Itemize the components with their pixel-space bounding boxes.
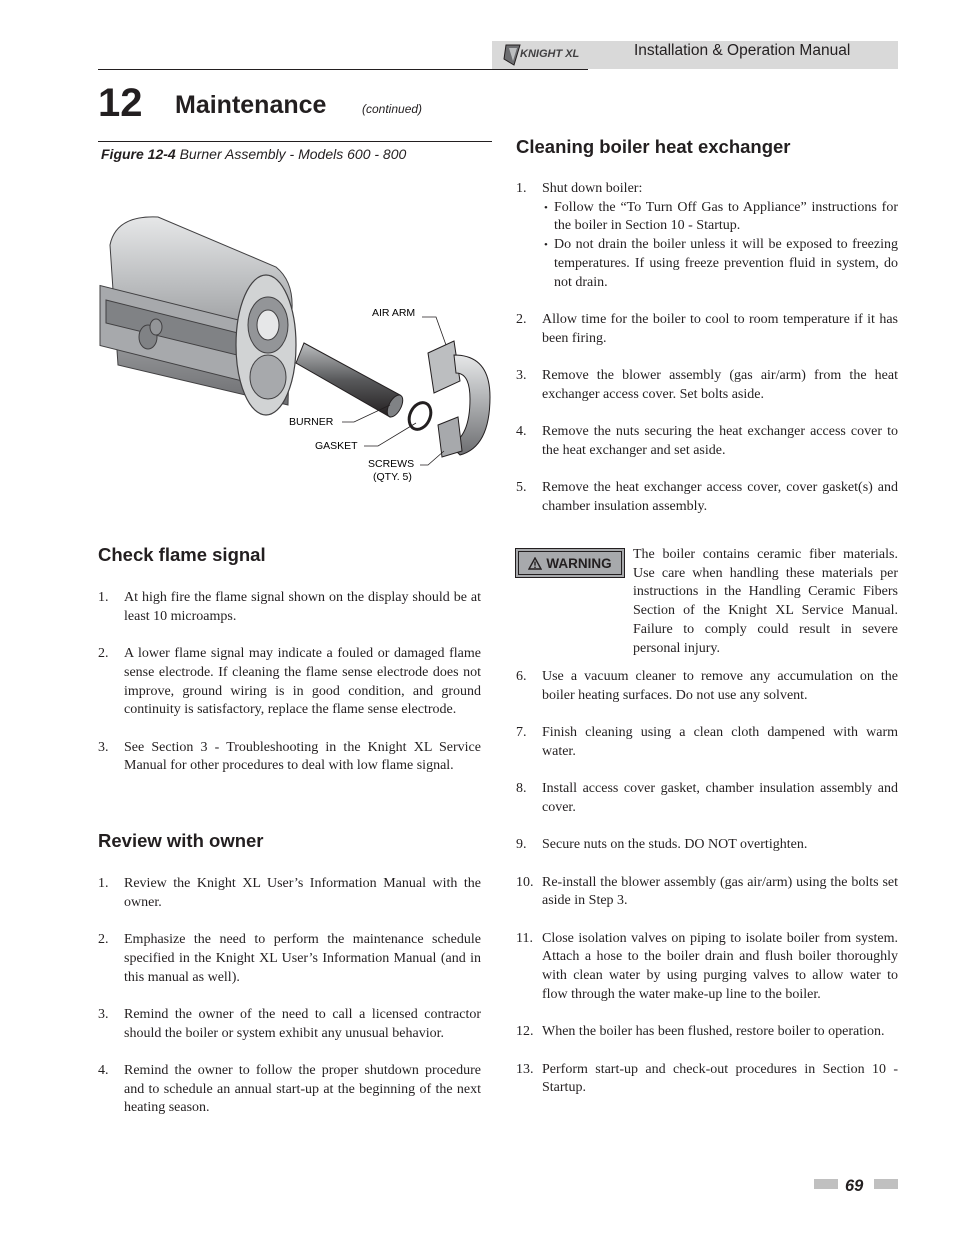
cleaning-list-b (516, 668, 898, 1098)
logo-text: KNIGHT XL (520, 48, 580, 60)
list-item: 12. When the boiler has been flushed, restore boiler to operation. (516, 1024, 885, 1040)
list-item: 7. Finish cleaning using a clean cloth dampened with warm water. (516, 725, 898, 759)
section-title: Maintenance (175, 91, 327, 119)
section-continued: (continued) (362, 102, 423, 116)
callout-gasket: GASKET (315, 440, 358, 452)
header-rule (98, 69, 588, 70)
list-item: 10. Re-install the blower assembly (gas air/arm) using the bolts set aside in Step 3. (516, 874, 898, 909)
cleaning-heading: Cleaning boiler heat exchanger (516, 136, 791, 157)
callout-screws: SCREWS (368, 458, 415, 470)
check-flame-list (98, 589, 481, 776)
list-item: 3. Remove the blower assembly (gas air/arm) from the heat exchanger access cover. Set bolts aside. (516, 368, 898, 402)
air-arm (428, 341, 490, 457)
list-item: 8. Install access cover gasket, chamber insulation assembly and cover. (516, 781, 898, 815)
burner-assembly-illustration (98, 205, 498, 495)
gasket (405, 399, 435, 433)
list-item: 13. Perform start-up and check-out procedures in Section 10 - Startup. (516, 1061, 898, 1096)
callout-air-arm: AIR ARM (372, 307, 416, 319)
list-item: 1. At high fire the flame signal shown on the display should be at least 10 microamps. (98, 590, 481, 624)
callout-burner: BURNER (289, 416, 334, 428)
review-owner-heading: Review with owner (98, 830, 264, 851)
cleaning-list-a (516, 180, 898, 517)
list-item: 4. Remind the owner to follow the proper shutdown procedure and to schedule an annual start-up at the beginning of the next heating season. (98, 1062, 481, 1116)
manual-title: Installation & Operation Manual (634, 42, 851, 59)
list-item: 3. Remind the owner of the need to call a licensed contractor should the boiler or system exhibit any unusual behavior. (98, 1006, 481, 1041)
footer-bar-right (874, 1179, 898, 1189)
list-item: 4. Remove the nuts securing the heat exchanger access cover to the heat exchanger and set aside. (516, 424, 898, 458)
callout-screws-qty: (QTY. 5) (373, 471, 412, 483)
figure-rule (98, 141, 492, 142)
burner-tube (296, 343, 406, 419)
figure-caption-text: Burner Assembly - Models 600 - 800 (179, 146, 407, 162)
check-flame-heading: Check flame signal (98, 544, 266, 565)
section-number: 12 (98, 81, 143, 125)
page-number: 69 (845, 1177, 864, 1195)
sub-item: • Follow the “To Turn Off Gas to Appliance” instructions for the boiler in Section 10 - Startup. (542, 199, 898, 236)
figure-label: Figure 12-4 (101, 146, 176, 162)
list-item: 1. Review the Knight XL User’s Information Manual with the owner. (98, 876, 481, 910)
heat-exchanger (100, 217, 296, 415)
footer-bar-left (814, 1179, 838, 1189)
warning-label (518, 551, 622, 575)
review-owner-list (98, 875, 481, 1118)
list-item: 5. Remove the heat exchanger access cover, cover gasket(s) and chamber insulation assembly. (516, 480, 898, 514)
list-item: 3. See Section 3 - Troubleshooting in the Knight XL Service Manual for other procedures to deal with low flame signal. (98, 739, 481, 774)
list-item: 2. A lower flame signal may indicate a fouled or damaged flame sense electrode. If cleaning the flame sense electrode does not improve, ground wiring is in good condition, and ground continuity is satisfactory, replace the flame sense electrode. (98, 646, 481, 718)
figure-caption (101, 146, 406, 163)
warning-text: The boiler contains ceramic fiber materials. Use care when handling these materials per instructions in the Handling Ceramic Fibers Section of the Knight XL Service Manual. Failure to comply could result in severe personal injury. (633, 547, 898, 656)
sub-item: • Do not drain the boiler unless it will be exposed to freezing temperatures. If using freeze prevention fluid in system, do not drain. (542, 236, 898, 292)
warning-triangle-icon (528, 557, 542, 570)
warning-label-box (515, 548, 625, 578)
knight-xl-logo (500, 41, 586, 69)
list-item: 9. Secure nuts on the studs. DO NOT overtighten. (516, 837, 808, 853)
list-item: 2. Allow time for the boiler to cool to room temperature if it has been firing. (516, 311, 898, 346)
list-item: 2. Emphasize the need to perform the maintenance schedule specified in the Knight XL User’s Information Manual (and in this manual as well). (98, 932, 481, 985)
warning-label-text: WARNING (546, 555, 612, 571)
list-item: 11. Close isolation valves on piping to isolate boiler from system. Attach a hose to the boiler drain and flush boiler thoroughly with clean water by using purging valves to allow water to flow through the water make-up line to the boiler. (516, 930, 898, 1002)
list-item: 6. Use a vacuum cleaner to remove any accumulation on the boiler heating surfaces. Do not use any solvent. (516, 669, 898, 703)
list-item: 1. Shut down boiler: • Follow the “To Turn Off Gas to Appliance” instructions for the boiler in Section 10 - Startup. • Do not drain the boiler unless it will be exposed to freezing temperatures. If using freeze prevention fluid in system, do not drain. (516, 180, 898, 292)
